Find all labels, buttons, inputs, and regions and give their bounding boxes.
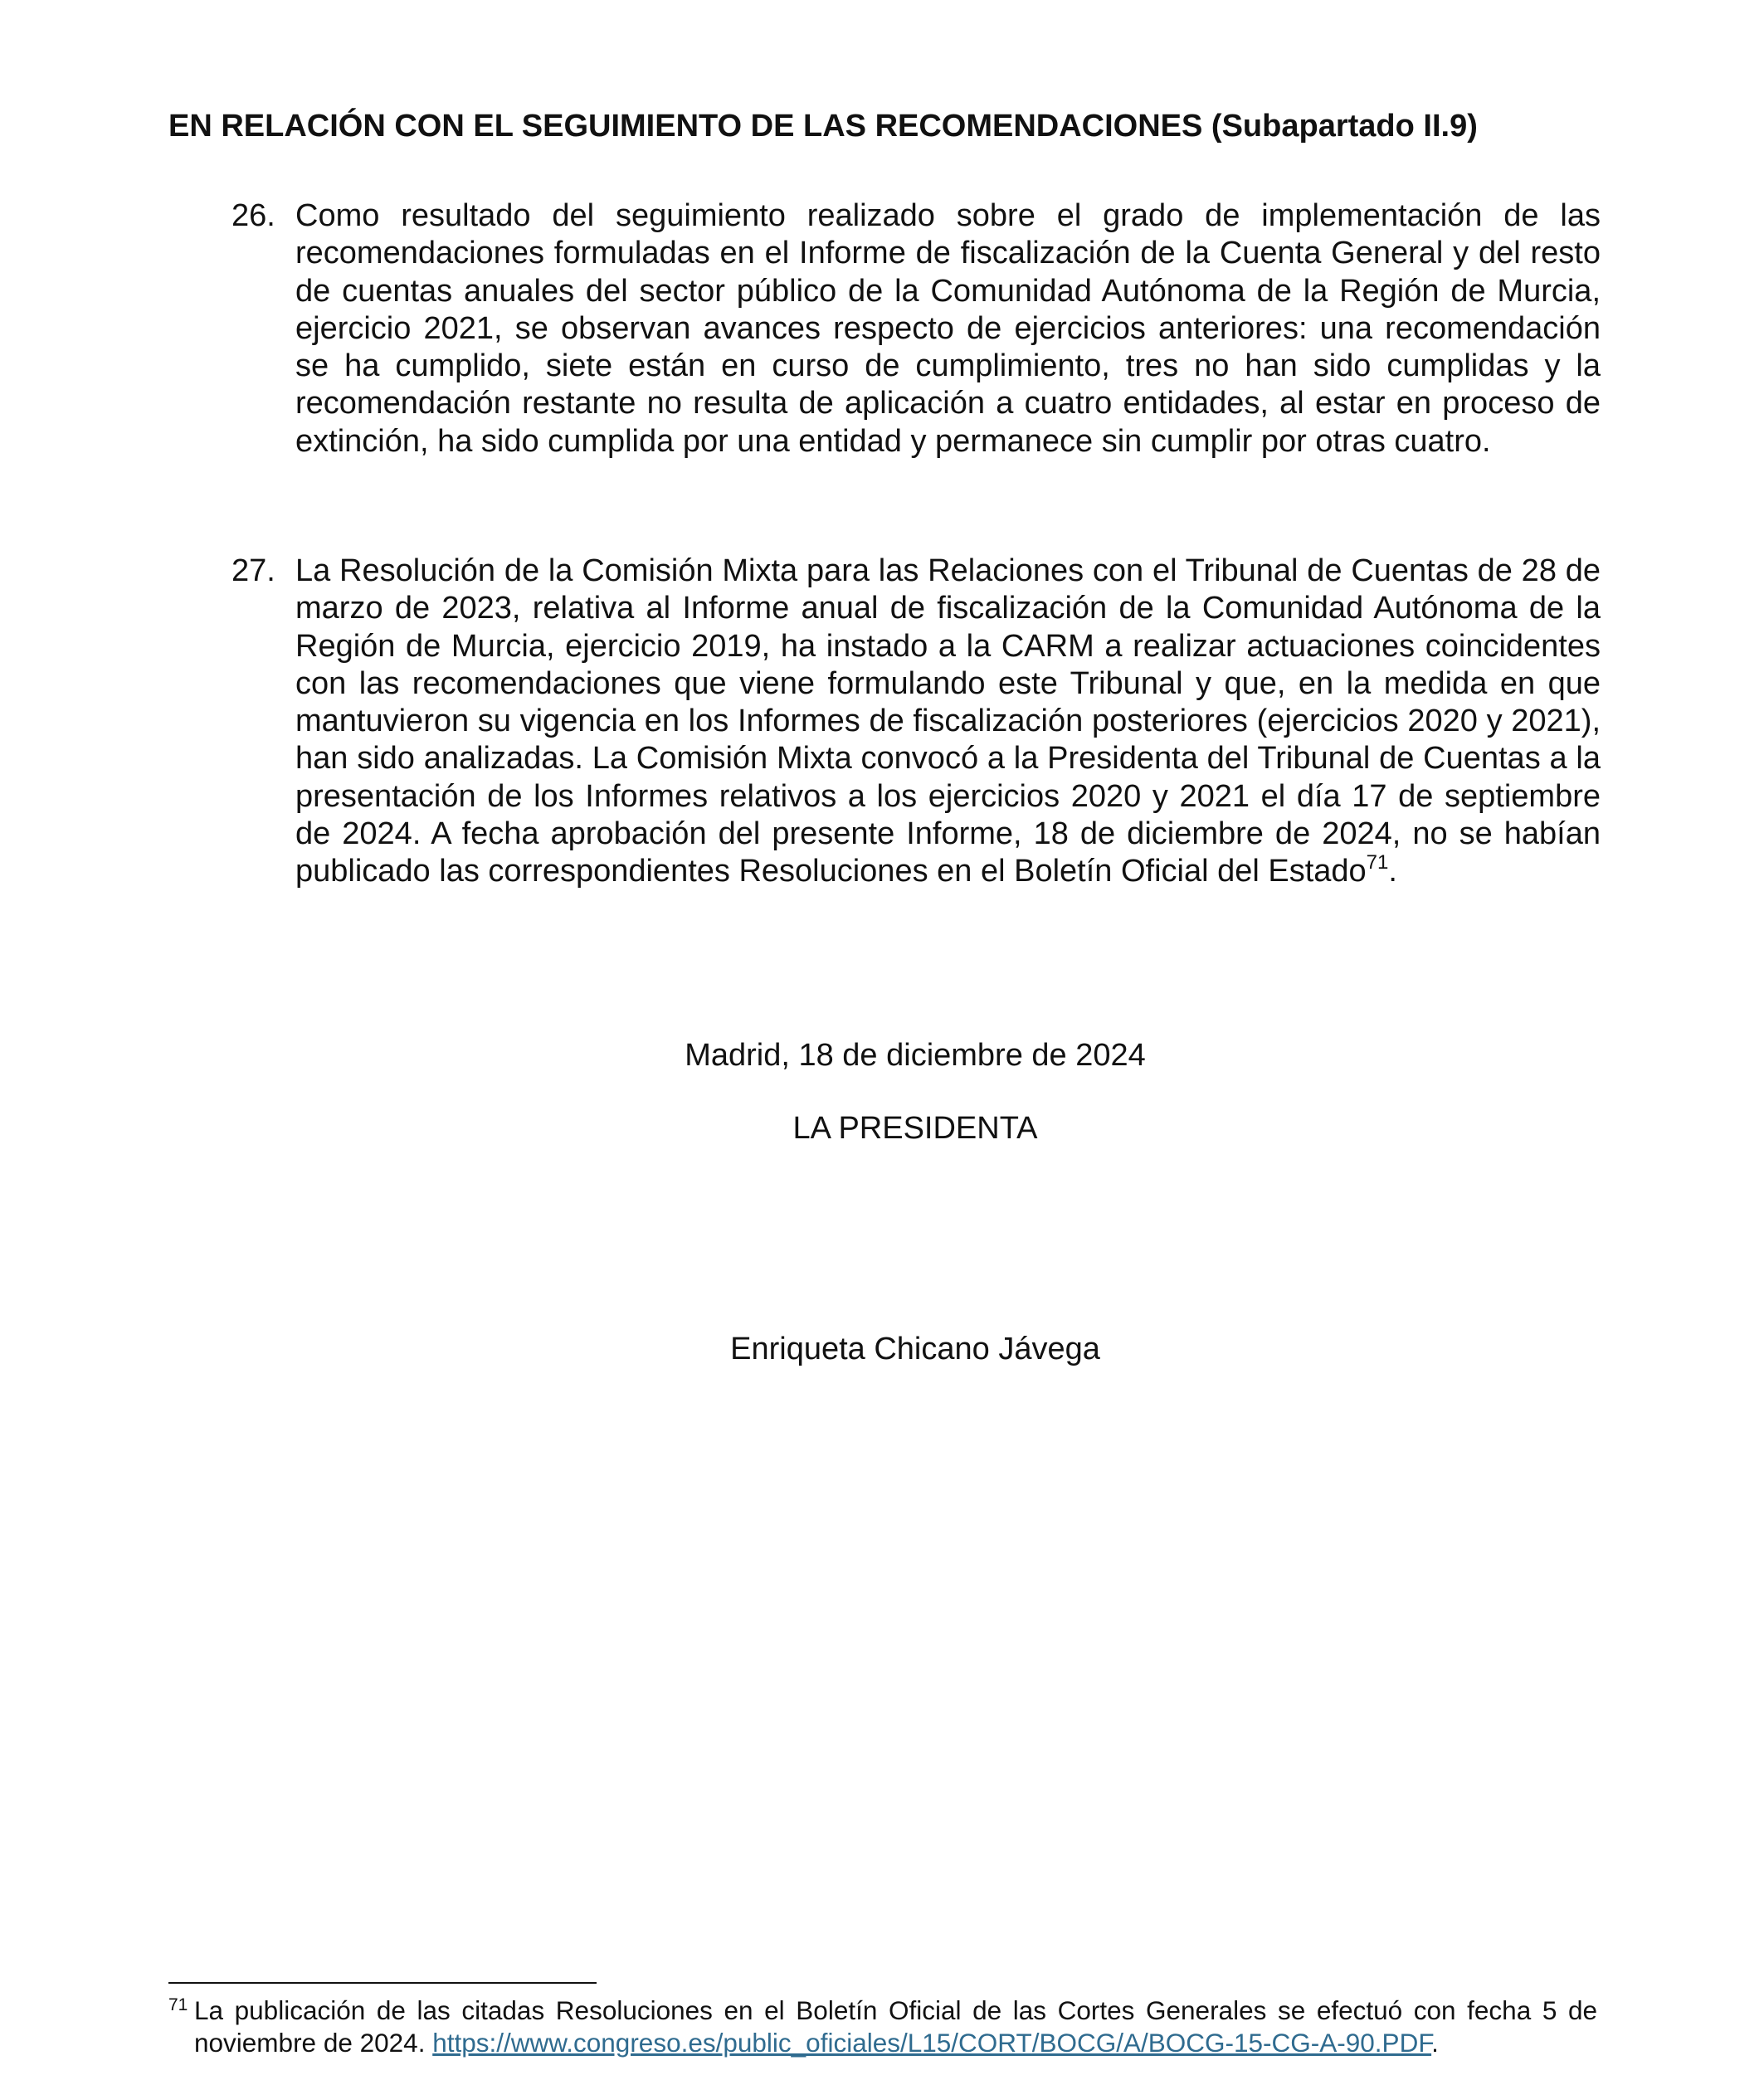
signature-place-date: Madrid, 18 de diciembre de 2024	[685, 1038, 1146, 1073]
signer-name: Enriqueta Chicano Jávega	[730, 1332, 1100, 1366]
paragraph-number: 27.	[231, 553, 275, 588]
paragraph-text: La Resolución de la Comisión Mixta para las Relaciones con el Tribunal de Cuentas de 28 de marzo de 2023, relativa al Informe anual de fiscalización de la Comunidad Autónoma de la Región de Murcia, ejercicio 2019, ha instado a la CARM a realizar actuaciones coincidentes con las recomendaciones que viene formulando este Tribunal y que, en la medida en que mantuvieron su vigencia en los Informes de fiscalización posteriores (ejercicios 2020 y 2021), han sido analizadas. La Comisión Mixta convocó a la Presidenta del Tribunal de Cuentas a la presentación de los Informes relativos a los ejercicios 2020 y 2021 el día 17 de septiembre de 2024. A fecha aprobación del presente Informe, 18 de diciembre de 2024, no se habían publicado las correspondientes Resoluciones en el Boletín Oficial del Estado	[295, 553, 1601, 889]
paragraph-end: .	[1388, 854, 1397, 889]
paragraph-27	[231, 553, 1601, 891]
paragraph-number: 26.	[231, 198, 275, 233]
section-heading: EN RELACIÓN CON EL SEGUIMIENTO DE LAS RECOMENDACIONES (Subapartado II.9)	[168, 109, 1478, 144]
paragraph-text-container	[295, 553, 1601, 891]
footnote	[168, 1995, 1597, 2058]
footnote-end: .	[1431, 2027, 1439, 2058]
footnote-text: La publicación de las citadas Resoluciones en el Boletín Oficial de las Cortes Generales se efectuó con fecha 5 de noviembre de 2024.	[194, 1995, 1597, 2058]
footnote-number: 71	[168, 1995, 188, 2014]
footnote-reference[interactable]: 71	[1366, 851, 1389, 874]
footnote-separator	[168, 1982, 597, 1984]
signer-title: LA PRESIDENTA	[792, 1111, 1038, 1146]
paragraph-26	[231, 197, 1601, 460]
paragraph-text: Como resultado del seguimiento realizado sobre el grado de implementación de las recomendaciones formuladas en el Informe de fiscalización de la Cuenta General y del resto de cuentas anuales del sector público de la Comunidad Autónoma de la Región de Murcia, ejercicio 2021, se observan avances respecto de ejercicios anteriores: una recomendación se ha cumplido, siete están en curso de cumplimiento, tres no han sido cumplidas y la recomendación restante no resulta de aplicación a cuatro entidades, al estar en proceso de extinción, ha sido cumplida por una entidad y permanece sin cumplir por otras cuatro.	[295, 198, 1601, 459]
footnote-body	[194, 1995, 1597, 2058]
footnote-link[interactable]: https://www.congreso.es/public_oficiales/L15/CORT/BOCG/A/BOCG-15-CG-A-90.PDF	[432, 2027, 1432, 2058]
